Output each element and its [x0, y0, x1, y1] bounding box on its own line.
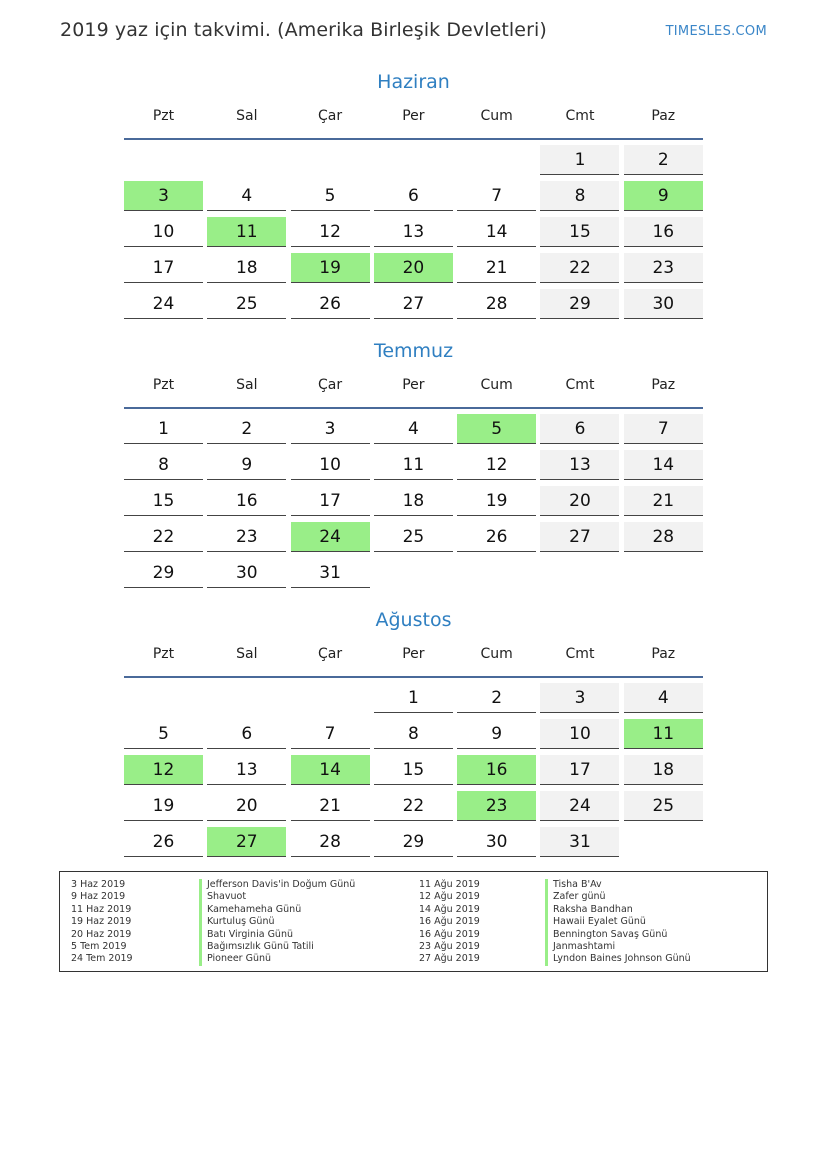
day-cell: 11: [374, 450, 453, 480]
weekday-label: Çar: [318, 377, 343, 393]
day-cell: 5: [124, 719, 203, 749]
holiday-day-cell: 11: [207, 217, 286, 247]
legend-date: 20 Haz 2019: [71, 928, 132, 940]
legend-holiday-name: Kurtuluş Günü: [199, 916, 355, 928]
day-cell: 3: [291, 414, 370, 444]
legend-holiday-name: Batı Virginia Günü: [199, 929, 355, 941]
legend-holiday-name: Jefferson Davis'in Doğum Günü: [199, 879, 355, 891]
holiday-day-cell: 16: [457, 755, 536, 785]
legend-date: 12 Ağu 2019: [419, 891, 480, 903]
weekday-label: Per: [402, 377, 425, 393]
legend-date: 16 Ağu 2019: [419, 928, 480, 940]
weekday-label: Cmt: [565, 646, 595, 662]
day-cell: 22: [540, 253, 619, 283]
month-title: Temmuz: [373, 340, 454, 362]
day-cell: 2: [207, 414, 286, 444]
legend-holiday-name: Bennington Savaş Günü: [545, 929, 691, 941]
day-cell: 24: [540, 791, 619, 821]
weekday-label: Cum: [480, 108, 513, 124]
day-cell: 13: [374, 217, 453, 247]
weekday-label: Sal: [236, 646, 258, 662]
weekday-header: [124, 108, 703, 140]
day-cell: 3: [540, 683, 619, 713]
day-cell: 23: [207, 522, 286, 552]
day-cell: 31: [291, 558, 370, 588]
day-cell: 7: [291, 719, 370, 749]
day-cell: 2: [624, 145, 703, 175]
day-cell: 6: [374, 181, 453, 211]
day-grid: [124, 145, 703, 319]
legend-holiday-name: Hawaii Eyalet Günü: [545, 916, 691, 928]
legend-holiday-name: Janmashtami: [545, 941, 691, 953]
day-cell: 29: [374, 827, 453, 857]
weekday-header: [124, 646, 703, 678]
day-cell: 14: [457, 217, 536, 247]
weekday-label: Paz: [651, 377, 676, 393]
holiday-day-cell: 19: [291, 253, 370, 283]
day-cell: 23: [624, 253, 703, 283]
day-cell: 30: [457, 827, 536, 857]
day-cell: 1: [540, 145, 619, 175]
day-cell: 30: [207, 558, 286, 588]
day-cell: 17: [124, 253, 203, 283]
day-cell: 12: [457, 450, 536, 480]
day-cell: 27: [540, 522, 619, 552]
day-cell: 7: [624, 414, 703, 444]
legend-date: 14 Ağu 2019: [419, 903, 480, 915]
day-cell: 17: [291, 486, 370, 516]
day-cell: 21: [291, 791, 370, 821]
empty-cell: [291, 145, 370, 175]
day-cell: 18: [624, 755, 703, 785]
holiday-day-cell: 12: [124, 755, 203, 785]
day-cell: 5: [291, 181, 370, 211]
legend-date: 27 Ağu 2019: [419, 953, 480, 965]
day-cell: 26: [124, 827, 203, 857]
holiday-day-cell: 11: [624, 719, 703, 749]
day-cell: 17: [540, 755, 619, 785]
day-grid: [124, 414, 703, 588]
day-cell: 12: [291, 217, 370, 247]
legend-names-right: [545, 879, 691, 966]
day-cell: 6: [207, 719, 286, 749]
day-cell: 28: [291, 827, 370, 857]
weekday-label: Per: [402, 108, 425, 124]
weekday-label: Paz: [651, 108, 676, 124]
day-cell: 21: [457, 253, 536, 283]
day-cell: 16: [624, 217, 703, 247]
day-cell: 16: [207, 486, 286, 516]
legend-date: 23 Ağu 2019: [419, 940, 480, 952]
day-cell: 19: [457, 486, 536, 516]
weekday-header: [124, 377, 703, 409]
day-cell: 2: [457, 683, 536, 713]
day-cell: 25: [207, 289, 286, 319]
empty-cell: [374, 145, 453, 175]
day-cell: 8: [540, 181, 619, 211]
legend-dates-right: [419, 879, 480, 966]
empty-cell: [124, 683, 203, 713]
weekday-label: Pzt: [152, 646, 175, 662]
legend-holiday-name: Bağımsızlık Günü Tatili: [199, 941, 355, 953]
legend-date: 3 Haz 2019: [71, 879, 126, 890]
day-cell: 19: [124, 791, 203, 821]
legend-names-left: [199, 879, 355, 966]
day-cell: 20: [540, 486, 619, 516]
day-cell: 8: [124, 450, 203, 480]
day-cell: 28: [624, 522, 703, 552]
month-june: [124, 68, 703, 319]
day-cell: 26: [457, 522, 536, 552]
holiday-day-cell: 27: [207, 827, 286, 857]
day-cell: 22: [124, 522, 203, 552]
holiday-day-cell: 20: [374, 253, 453, 283]
weekday-label: Çar: [318, 108, 343, 124]
day-cell: 13: [540, 450, 619, 480]
legend-date: 5 Tem 2019: [71, 940, 127, 952]
legend-date: 11 Ağu 2019: [419, 879, 480, 890]
weekday-label: Per: [402, 646, 425, 662]
weekday-label: Çar: [318, 646, 343, 662]
day-cell: 1: [374, 683, 453, 713]
day-cell: 21: [624, 486, 703, 516]
holiday-day-cell: 3: [124, 181, 203, 211]
holiday-day-cell: 23: [457, 791, 536, 821]
holiday-day-cell: 14: [291, 755, 370, 785]
day-cell: 9: [457, 719, 536, 749]
weekday-label: Cum: [480, 646, 513, 662]
day-cell: 27: [374, 289, 453, 319]
month-july: [124, 337, 703, 588]
day-cell: 7: [457, 181, 536, 211]
weekday-label: Pzt: [152, 377, 175, 393]
day-cell: 9: [207, 450, 286, 480]
day-cell: 31: [540, 827, 619, 857]
brand-link[interactable]: TIMESLES.COM: [665, 24, 767, 39]
empty-cell: [207, 145, 286, 175]
day-cell: 28: [457, 289, 536, 319]
day-cell: 29: [540, 289, 619, 319]
month-august: [124, 606, 703, 857]
day-grid: [124, 683, 703, 857]
day-cell: 13: [207, 755, 286, 785]
day-cell: 8: [374, 719, 453, 749]
month-title: Haziran: [377, 71, 450, 93]
day-cell: 26: [291, 289, 370, 319]
day-cell: 29: [124, 558, 203, 588]
legend-date: 9 Haz 2019: [71, 891, 126, 903]
day-cell: 10: [291, 450, 370, 480]
legend-holiday-name: Lyndon Baines Johnson Günü: [545, 953, 691, 965]
weekday-label: Paz: [651, 646, 676, 662]
day-cell: 30: [624, 289, 703, 319]
day-cell: 20: [207, 791, 286, 821]
empty-cell: [207, 683, 286, 713]
day-cell: 15: [374, 755, 453, 785]
empty-cell: [124, 145, 203, 175]
day-cell: 15: [540, 217, 619, 247]
legend-dates-left: [71, 879, 133, 966]
holiday-day-cell: 5: [457, 414, 536, 444]
day-cell: 4: [374, 414, 453, 444]
weekday-label: Cum: [480, 377, 513, 393]
weekday-label: Pzt: [152, 108, 175, 124]
weekday-label: Sal: [236, 108, 258, 124]
day-cell: 6: [540, 414, 619, 444]
legend-holiday-name: Kamehameha Günü: [199, 904, 355, 916]
holiday-legend: [59, 871, 768, 972]
day-cell: 18: [374, 486, 453, 516]
legend-date: 11 Haz 2019: [71, 903, 132, 915]
day-cell: 4: [207, 181, 286, 211]
day-cell: 22: [374, 791, 453, 821]
weekday-label: Cmt: [565, 377, 595, 393]
day-cell: 14: [624, 450, 703, 480]
day-cell: 1: [124, 414, 203, 444]
weekday-label: Sal: [236, 377, 258, 393]
legend-date: 24 Tem 2019: [71, 953, 133, 965]
month-title: Ağustos: [375, 609, 452, 631]
day-cell: 25: [374, 522, 453, 552]
holiday-day-cell: 9: [624, 181, 703, 211]
day-cell: 4: [624, 683, 703, 713]
legend-date: 16 Ağu 2019: [419, 916, 480, 928]
day-cell: 24: [124, 289, 203, 319]
legend-holiday-name: Pioneer Günü: [199, 953, 355, 965]
legend-date: 19 Haz 2019: [71, 916, 132, 928]
day-cell: 10: [124, 217, 203, 247]
legend-holiday-name: Tisha B'Av: [545, 879, 691, 891]
legend-holiday-name: Raksha Bandhan: [545, 904, 691, 916]
legend-holiday-name: Shavuot: [199, 891, 355, 903]
day-cell: 15: [124, 486, 203, 516]
empty-cell: [291, 683, 370, 713]
day-cell: 25: [624, 791, 703, 821]
day-cell: 18: [207, 253, 286, 283]
empty-cell: [457, 145, 536, 175]
page-title: 2019 yaz için takvimi. (Amerika Birleşik Devletleri): [60, 19, 547, 41]
weekday-label: Cmt: [565, 108, 595, 124]
day-cell: 10: [540, 719, 619, 749]
holiday-day-cell: 24: [291, 522, 370, 552]
legend-holiday-name: Zafer günü: [545, 891, 691, 903]
